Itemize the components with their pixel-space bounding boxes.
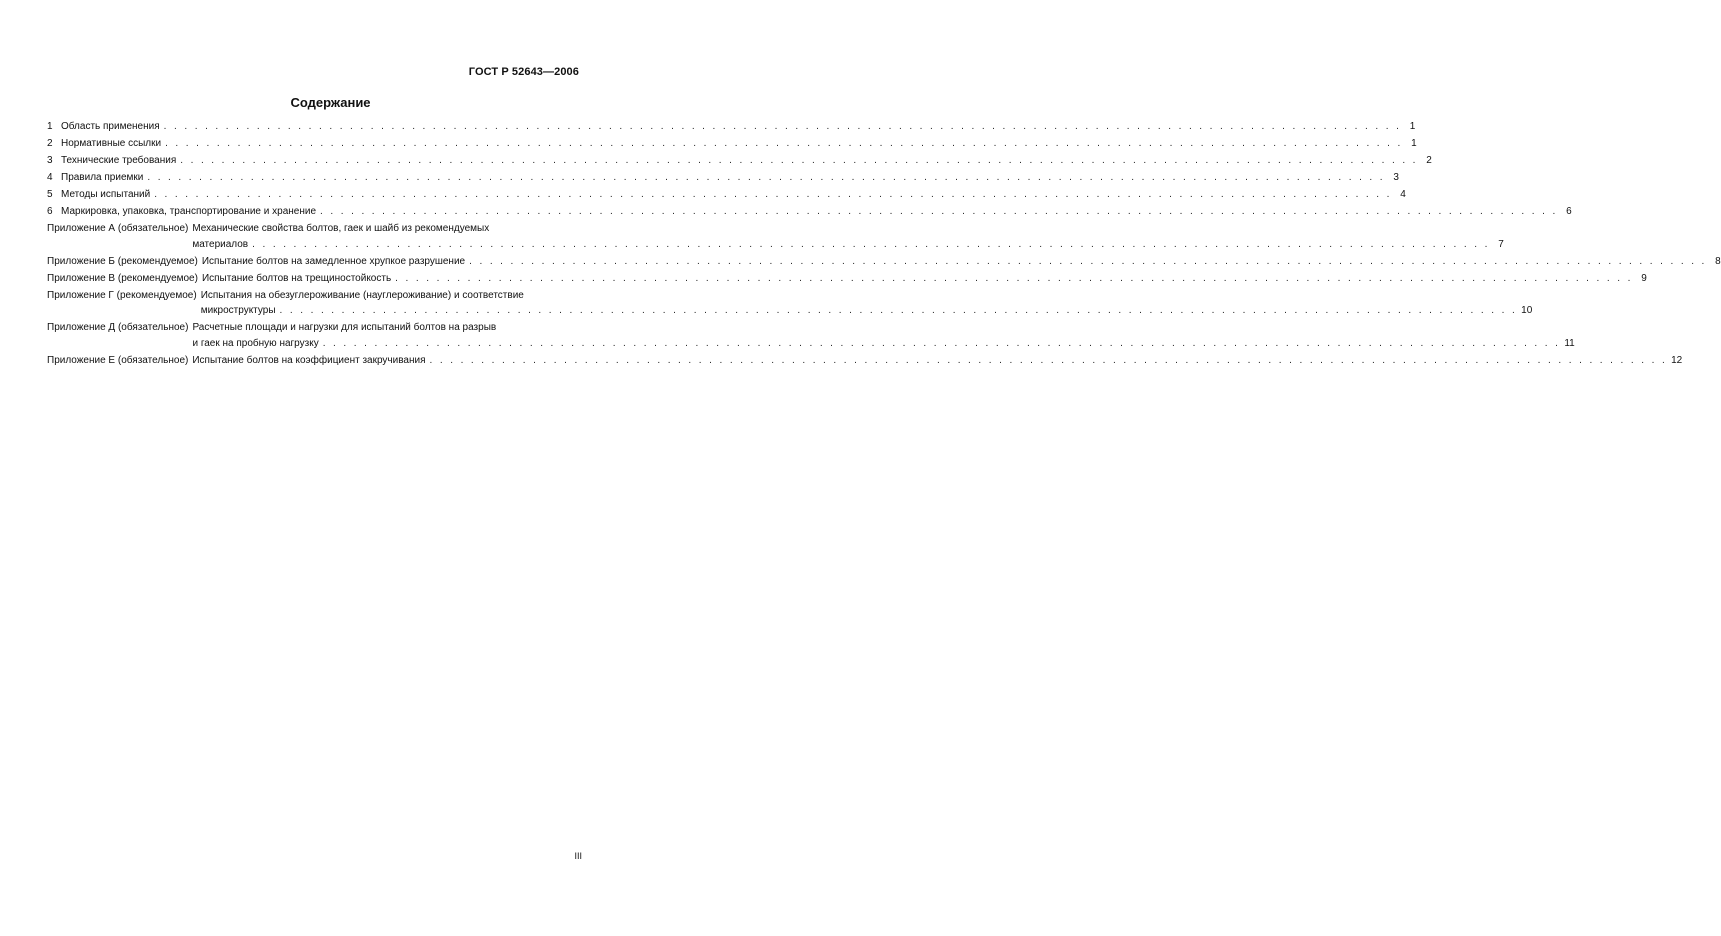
appendix-label: Приложение В (рекомендуемое) xyxy=(47,272,198,284)
toc-entry-page: 6 xyxy=(1566,206,1572,217)
document-id: ГОСТ Р 52643—2006 xyxy=(468,66,579,78)
toc-appendix-entry[interactable] xyxy=(47,353,1683,369)
toc-entry-page: 4 xyxy=(1400,189,1406,200)
dot-leader: . . . . . . . . . . . . . . . . . . . . . . . . . . . . . . . . . . . . . . . . . . . . . . . . . . . . . . . . . . . . . . . . . . . . . . . . . . . . . . . . . . . . . . . . . . . . . . . . . . . . . . . . . . . . . . . . . . . . . . . . xyxy=(429,354,1668,366)
toc-entry-page: 11 xyxy=(1564,337,1575,349)
appendix-label: Приложение Е (обязательное) xyxy=(47,354,189,366)
appendix-body xyxy=(201,254,1721,270)
toc-appendix-entry[interactable] xyxy=(47,271,1647,287)
toc-entry-page: 7 xyxy=(1498,238,1504,250)
appendix-title-row xyxy=(192,336,1575,352)
dot-leader: . . . . . . . . . . . . . . . . . . . . . . . . . . . . . . . . . . . . . . . . . . . . . . . . . . . . . . . . . . . . . . . . . . . . . . . . . . . . . . . . . . . . . . . . . . . . . . . . . . . . . . . . . . . . . . . . . . . . . . . . xyxy=(469,255,1707,267)
toc-entry[interactable] xyxy=(47,153,1432,169)
toc-entry[interactable] xyxy=(47,187,1406,203)
dot-leader: . . . . . . . . . . . . . . . . . . . . . . . . . . . . . . . . . . . . . . . . . . . . . . . . . . . . . . . . . . . . . . . . . . . . . . . . . . . . . . . . . . . . . . . . . . . . . . . . . . . . . . . . . . . . . . . . . . . . . . . . xyxy=(180,155,1418,166)
toc-appendix-entry[interactable] xyxy=(47,254,1721,270)
page-title: Содержание xyxy=(290,95,371,110)
toc-entry-number: 2 xyxy=(47,138,53,149)
toc-entry-title: Маркировка, упаковка, транспортирование и хранение xyxy=(61,206,317,217)
toc-entry[interactable] xyxy=(47,119,1416,135)
toc-entry-page: 10 xyxy=(1521,305,1533,316)
appendix-title-line: материалов xyxy=(192,238,249,250)
appendix-label: Приложение Д (обязательное) xyxy=(47,322,189,333)
dot-leader: . . . . . . . . . . . . . . . . . . . . . . . . . . . . . . . . . . . . . . . . . . . . . . . . . . . . . . . . . . . . . . . . . . . . . . . . . . . . . . . . . . . . . . . . . . . . . . . . . . . . . . . . . . . . . . . . . . . . . . . . xyxy=(147,172,1385,183)
table-of-contents xyxy=(47,119,1721,370)
appendix-body xyxy=(200,288,1533,319)
appendix-body xyxy=(192,353,1683,369)
page-number: III xyxy=(574,851,582,861)
appendix-label: Приложение А (обязательное) xyxy=(47,223,189,234)
appendix-title-line: микроструктуры xyxy=(200,305,276,316)
appendix-title-line: Расчетные площади и нагрузки для испытаний болтов на разрыв xyxy=(192,322,497,333)
toc-entry-page: 8 xyxy=(1715,255,1721,267)
appendix-title-line: Испытания на обезуглероживание (науглероживание) и соответствие xyxy=(200,289,524,301)
appendix-body xyxy=(192,320,1575,351)
appendix-title-row xyxy=(200,303,1533,319)
toc-entry-number: 5 xyxy=(47,189,53,200)
appendix-body xyxy=(201,271,1647,287)
appendix-title-row xyxy=(192,353,1683,369)
dot-leader: . . . . . . . . . . . . . . . . . . . . . . . . . . . . . . . . . . . . . . . . . . . . . . . . . . . . . . . . . . . . . . . . . . . . . . . . . . . . . . . . . . . . . . . . . . . . . . . . . . . . . . . . . . . . . . . . . . . . . . . . xyxy=(322,337,1561,349)
appendix-title-row xyxy=(201,254,1721,270)
appendix-body xyxy=(192,221,1504,252)
appendix-label: Приложение Б (рекомендуемое) xyxy=(47,255,198,267)
dot-leader: . . . . . . . . . . . . . . . . . . . . . . . . . . . . . . . . . . . . . . . . . . . . . . . . . . . . . . . . . . . . . . . . . . . . . . . . . . . . . . . . . . . . . . . . . . . . . . . . . . . . . . . . . . . . . . . . . . . . . . . . xyxy=(163,121,1402,132)
appendix-title-row xyxy=(201,271,1647,287)
dot-leader: . . . . . . . . . . . . . . . . . . . . . . . . . . . . . . . . . . . . . . . . . . . . . . . . . . . . . . . . . . . . . . . . . . . . . . . . . . . . . . . . . . . . . . . . . . . . . . . . . . . . . . . . . . . . . . . . . . . . . . . . xyxy=(165,138,1403,149)
toc-entry-page: 12 xyxy=(1671,354,1683,366)
appendix-label: Приложение Г (рекомендуемое) xyxy=(47,289,197,301)
appendix-title-line: Испытание болтов на трещиностойкость xyxy=(201,272,392,284)
toc-appendix-entry[interactable] xyxy=(47,320,1575,351)
toc-entry-title: Нормативные ссылки xyxy=(61,138,162,149)
appendix-title-line: и гаек на пробную нагрузку xyxy=(192,337,319,349)
toc-entry-title: Область применения xyxy=(61,121,160,132)
toc-entry-number: 3 xyxy=(47,155,53,166)
toc-entry-title: Технические требования xyxy=(61,155,177,166)
toc-entry-page: 3 xyxy=(1393,172,1399,183)
dot-leader: . . . . . . . . . . . . . . . . . . . . . . . . . . . . . . . . . . . . . . . . . . . . . . . . . . . . . . . . . . . . . . . . . . . . . . . . . . . . . . . . . . . . . . . . . . . . . . . . . . . . . . . . . . . . . . . . . . . . . . . . xyxy=(279,305,1518,316)
dot-leader: . . . . . . . . . . . . . . . . . . . . . . . . . . . . . . . . . . . . . . . . . . . . . . . . . . . . . . . . . . . . . . . . . . . . . . . . . . . . . . . . . . . . . . . . . . . . . . . . . . . . . . . . . . . . . . . . . . . . . . . . xyxy=(395,272,1633,284)
dot-leader: . . . . . . . . . . . . . . . . . . . . . . . . . . . . . . . . . . . . . . . . . . . . . . . . . . . . . . . . . . . . . . . . . . . . . . . . . . . . . . . . . . . . . . . . . . . . . . . . . . . . . . . . . . . . . . . . . . . . . . . . xyxy=(320,206,1558,217)
toc-entry-number: 4 xyxy=(47,172,53,183)
toc-appendix-entry[interactable] xyxy=(47,288,1533,319)
dot-leader: . . . . . . . . . . . . . . . . . . . . . . . . . . . . . . . . . . . . . . . . . . . . . . . . . . . . . . . . . . . . . . . . . . . . . . . . . . . . . . . . . . . . . . . . . . . . . . . . . . . . . . . . . . . . . . . . . . . . . . . . xyxy=(252,238,1490,250)
toc-entry-number: 1 xyxy=(47,121,53,132)
dot-leader: . . . . . . . . . . . . . . . . . . . . . . . . . . . . . . . . . . . . . . . . . . . . . . . . . . . . . . . . . . . . . . . . . . . . . . . . . . . . . . . . . . . . . . . . . . . . . . . . . . . . . . . . . . . . . . . . . . . . . . . . xyxy=(154,189,1392,200)
toc-entry-title: Методы испытаний xyxy=(61,189,151,200)
toc-entry-page: 9 xyxy=(1641,272,1647,284)
appendix-title-line: Испытание болтов на замедленное хрупкое разрушение xyxy=(201,255,466,267)
toc-entry-page: 1 xyxy=(1409,121,1416,132)
toc-appendix-entry[interactable] xyxy=(47,221,1504,252)
appendix-title-row xyxy=(192,237,1504,253)
toc-entry[interactable] xyxy=(47,136,1417,152)
toc-entry-page: 1 xyxy=(1411,138,1417,149)
toc-entry[interactable] xyxy=(47,170,1399,186)
toc-entry-page: 2 xyxy=(1426,155,1432,166)
toc-entry[interactable] xyxy=(47,204,1572,220)
toc-entry-number: 6 xyxy=(47,206,53,217)
appendix-title-line: Испытание болтов на коэффициент закручивания xyxy=(192,354,426,366)
appendix-title-line: Механические свойства болтов, гаек и шайб из рекомендуемых xyxy=(192,223,490,234)
toc-entry-title: Правила приемки xyxy=(61,172,144,183)
